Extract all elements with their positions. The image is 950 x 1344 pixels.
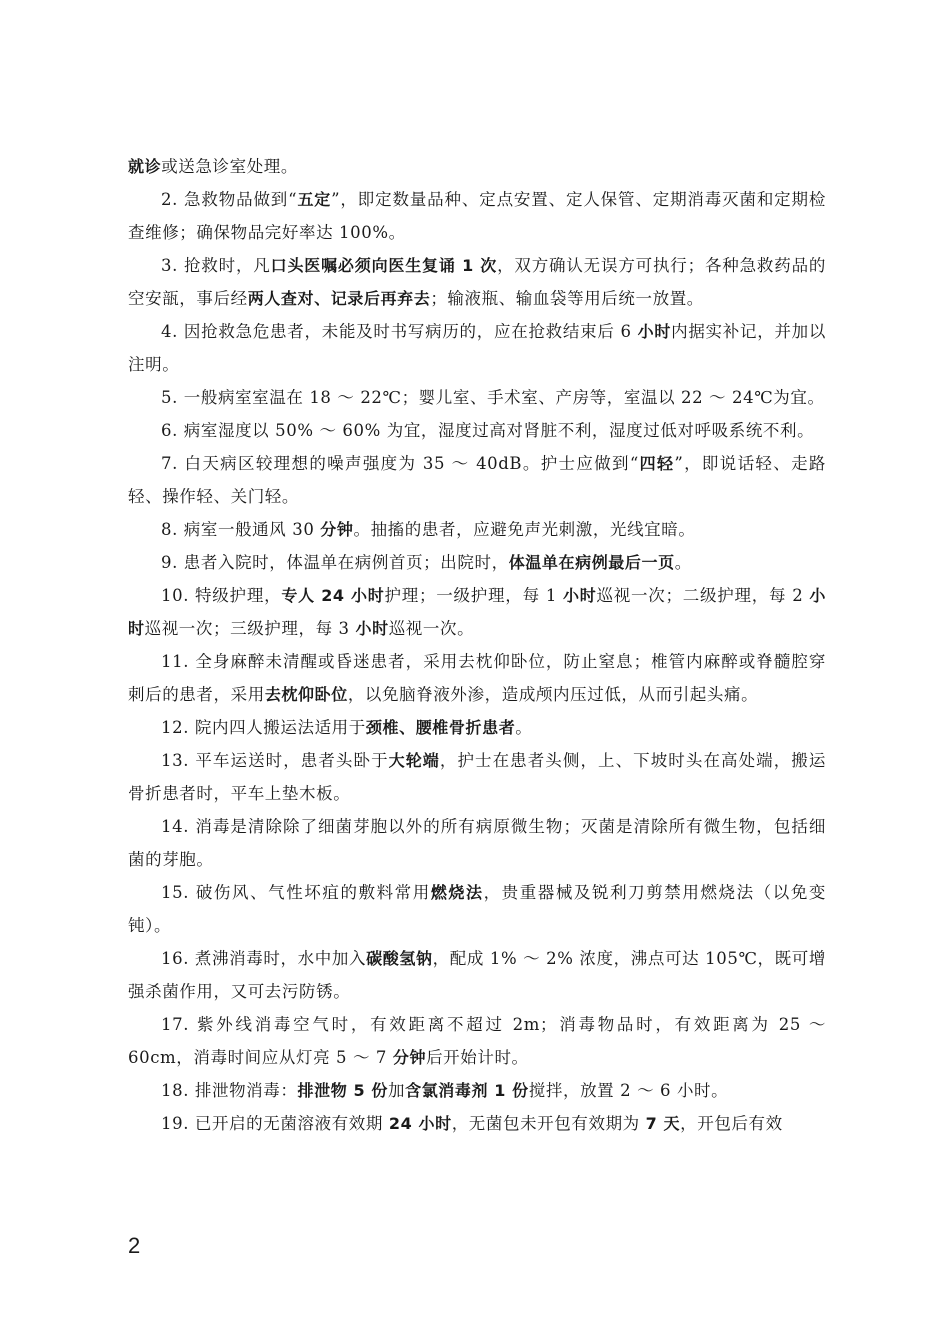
emphasis-text: 体温单在病例最后一页 xyxy=(508,553,675,572)
emphasis-text: 排泄物 5 份 xyxy=(297,1081,388,1100)
emphasis-text: 颈椎、腰椎骨折患者 xyxy=(365,718,516,737)
paragraph xyxy=(128,645,826,711)
paragraph-text: ，配成 1% ～ 2% 浓度，沸点可达 105℃，既可增强杀菌作用，又可去污防锈。 xyxy=(128,949,826,1001)
paragraph-text: 2. 急救物品做到“ xyxy=(161,190,298,209)
paragraph-text: 7. 白天病区较理想的噪声强度为 35 ～ 40dB。护士应做到“ xyxy=(161,454,639,473)
paragraph-text: ，无菌包未开包有效期为 xyxy=(451,1114,646,1133)
paragraph-text: 搅拌，放置 2 ～ 6 小时。 xyxy=(528,1081,729,1100)
paragraph-text: 。 xyxy=(515,718,533,737)
paragraph-text: ，双方确认无误方可执行；各种急救药品的空安瓿，事后经 xyxy=(128,256,826,308)
emphasis-text: 去枕仰卧位 xyxy=(264,685,348,704)
emphasis-text: 两人查对、记录后再弃去 xyxy=(247,289,431,308)
paragraph-text: ，以免脑脊液外渗，造成颅内压过低，从而引起头痛。 xyxy=(347,685,759,704)
emphasis-text: 五定 xyxy=(297,190,332,209)
paragraph-text: 5. 一般病室室温在 18 ～ 22℃；婴儿室、手术室、产房等，室温以 22 ～ 24℃为宜。 xyxy=(161,388,825,407)
paragraph-text: 。 xyxy=(674,553,692,572)
page-body xyxy=(128,150,826,1140)
emphasis-text: 24 小时 xyxy=(388,1114,452,1133)
paragraph xyxy=(128,546,826,579)
paragraph xyxy=(128,711,826,744)
paragraph-text: 后开始计时。 xyxy=(426,1048,529,1067)
paragraph xyxy=(128,183,826,249)
paragraph xyxy=(128,1008,826,1074)
paragraph-text: 加 xyxy=(387,1081,406,1100)
emphasis-text: 7 天 xyxy=(645,1114,681,1133)
paragraph-text: 13. 平车运送时，患者头卧于 xyxy=(161,751,389,770)
paragraph xyxy=(128,579,826,645)
paragraph-text: 巡视一次；三级护理，每 3 xyxy=(144,619,356,638)
paragraph xyxy=(128,414,826,447)
paragraph-text: 19. 已开启的无菌溶液有效期 xyxy=(161,1114,389,1133)
paragraph-text: 。抽搐的患者，应避免声光刺激，光线宜暗。 xyxy=(353,520,696,539)
emphasis-text: 燃烧法 xyxy=(430,883,484,902)
paragraph-text: 3. 抢救时，凡 xyxy=(161,256,271,275)
emphasis-text: 小时 xyxy=(562,586,597,605)
paragraph xyxy=(128,876,826,942)
paragraph-text: 或送急诊室处理。 xyxy=(161,157,299,176)
paragraph-text: 16. 煮沸消毒时，水中加入 xyxy=(161,949,367,968)
emphasis-text: 小时 xyxy=(355,619,389,638)
paragraph xyxy=(128,513,826,546)
paragraph xyxy=(128,942,826,1008)
paragraph-text: ，贵重器械及锐利刀剪禁用燃烧法（以免变钝）。 xyxy=(128,883,826,935)
paragraph-text: ，护士在患者头侧，上、下坡时头在高处端，搬运骨折患者时，平车上垫木板。 xyxy=(128,751,826,803)
paragraph xyxy=(128,1074,826,1107)
emphasis-text: 专人 24 小时 xyxy=(281,586,385,605)
emphasis-text: 分钟 xyxy=(392,1048,427,1067)
paragraph-text: 巡视一次。 xyxy=(388,619,475,638)
paragraph-text: 4. 因抢救急危患者，未能及时书写病历的，应在抢救结束后 6 xyxy=(161,322,638,341)
emphasis-text: 就诊 xyxy=(128,157,162,176)
paragraph xyxy=(128,381,826,414)
emphasis-text: 小时 xyxy=(128,586,827,638)
paragraph xyxy=(128,1107,826,1140)
paragraph-text: 15. 破伤风、气性坏疽的敷料常用 xyxy=(161,883,431,902)
paragraph xyxy=(128,810,826,876)
emphasis-text: 口头医嘱必须向医生复诵 1 次 xyxy=(270,256,498,275)
emphasis-text: 碳酸氢钠 xyxy=(366,949,433,968)
emphasis-text: 含氯消毒剂 1 份 xyxy=(405,1081,529,1100)
paragraph-text: 护理；一级护理，每 1 xyxy=(384,586,563,605)
paragraph-text: 14. 消毒是清除除了细菌芽胞以外的所有病原微生物；灭菌是清除所有微生物，包括细菌的芽胞。 xyxy=(128,817,826,869)
paragraph-text: 17. 紫外线消毒空气时，有效距离不超过 2m；消毒物品时，有效距离为 25 ～ 60cm，消毒时间应从灯亮 5 ～ 7 xyxy=(128,1015,826,1067)
paragraph-text: 11. 全身麻醉未清醒或昏迷患者，采用去枕仰卧位，防止窒息；椎管内麻醉或脊髓腔穿刺后的患者，采用 xyxy=(128,652,826,704)
paragraph-text: 18. 排泄物消毒： xyxy=(161,1081,298,1100)
paragraph-text: 6. 病室湿度以 50% ～ 60% 为宜，湿度过高对肾脏不利，湿度过低对呼吸系统不利。 xyxy=(161,421,815,440)
page-number: 2 xyxy=(128,1233,141,1258)
paragraph-text: ，开包后有效 xyxy=(680,1114,783,1133)
emphasis-text: 分钟 xyxy=(320,520,354,539)
paragraph-text: 12. 院内四人搬运法适用于 xyxy=(161,718,366,737)
paragraph xyxy=(128,744,826,810)
paragraph-text: 9. 患者入院时，体温单在病例首页；出院时， xyxy=(161,553,509,572)
paragraph-text: 10. 特级护理， xyxy=(161,586,282,605)
paragraph xyxy=(128,249,826,315)
paragraph-text: ”，即定数量品种、定点安置、定人保管、定期消毒灭菌和定期检查维修；确保物品完好率达 100%。 xyxy=(128,190,826,242)
emphasis-text: 大轮端 xyxy=(388,751,440,770)
paragraph-text: ；输液瓶、输血袋等用后统一放置。 xyxy=(430,289,704,308)
emphasis-text: 四轻 xyxy=(638,454,675,473)
paragraph-text: 8. 病室一般通风 30 xyxy=(161,520,321,539)
paragraph xyxy=(128,315,826,381)
paragraph-text: 巡视一次；二级护理，每 2 xyxy=(596,586,810,605)
paragraph xyxy=(128,150,826,183)
paragraph-text: 内据实补记，并加以注明。 xyxy=(128,322,827,374)
paragraph xyxy=(128,447,826,513)
emphasis-text: 小时 xyxy=(637,322,672,341)
paragraph-text: ”，即说话轻、走路轻、操作轻、关门轻。 xyxy=(128,454,827,506)
